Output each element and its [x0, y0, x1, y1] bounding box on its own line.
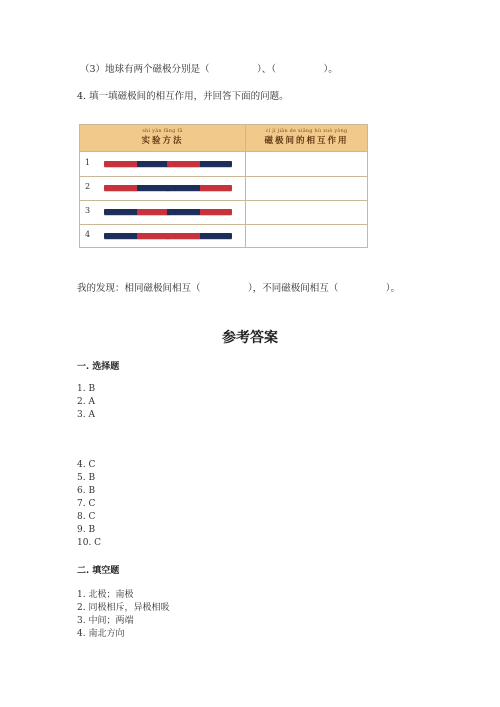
answers-title: 参考答案: [222, 330, 278, 346]
answer-item: 3. 中间；两端: [77, 616, 134, 626]
section-choice-title: 一. 选择题: [77, 362, 120, 372]
interaction-answer-cell[interactable]: [246, 224, 367, 248]
row-number: 3: [85, 206, 91, 215]
answer-item: 10. C: [77, 538, 102, 548]
magnet-pole-right: [137, 185, 170, 191]
left-magnet: [104, 209, 169, 215]
section-fill-title: 二. 填空题: [77, 566, 120, 576]
magnet-pole-right: [137, 209, 170, 215]
magnet-pole-right: [137, 233, 170, 239]
magnet-pole-right: [200, 161, 233, 167]
left-magnet: [104, 161, 169, 167]
question-4-text: 4. 填一填磁极间的相互作用，并回答下面的问题。: [77, 91, 289, 102]
right-magnet: [167, 185, 232, 191]
header-experiment-method: [80, 125, 246, 151]
left-magnet: [104, 233, 169, 239]
answer-item: 1. 北极；南极: [77, 590, 134, 600]
answer-item: 9. B: [77, 525, 96, 535]
answer-item: 4. C: [77, 460, 96, 470]
interaction-answer-cell[interactable]: [246, 152, 367, 176]
header-interaction-label: 磁极间的相互作用: [264, 136, 349, 146]
finding-text: 我的发现：相同磁极间相互（ ），不同磁极间相互（ ）。: [77, 283, 401, 294]
table-row: [80, 152, 367, 177]
answer-item: 3. A: [77, 410, 95, 420]
answer-item: 1. B: [77, 384, 96, 394]
answer-item: 7. C: [77, 499, 96, 509]
magnet-pole-left: [167, 161, 200, 167]
row-number: 4: [85, 230, 91, 239]
magnet-pole-right: [137, 161, 170, 167]
right-magnet: [167, 233, 232, 239]
magnet-pole-left: [104, 233, 137, 239]
header-magnetic-interaction: [246, 125, 367, 151]
header-interaction-pinyin: cí jí jiān de xiāng hù zuò yòng: [265, 129, 348, 134]
method-cell: [80, 200, 246, 224]
method-cell: [80, 224, 246, 248]
header-method-pinyin: shí yàn fāng fǎ: [142, 129, 183, 134]
table-row: [80, 224, 367, 248]
row-number: 1: [85, 158, 91, 167]
magnet-pole-left: [167, 185, 200, 191]
interaction-answer-cell[interactable]: [246, 200, 367, 224]
left-magnet: [104, 185, 169, 191]
magnet-pole-left: [104, 185, 137, 191]
table-header: [80, 125, 367, 152]
header-method-label: 实验方法: [141, 136, 184, 146]
method-cell: [80, 176, 246, 200]
magnet-pole-left: [167, 209, 200, 215]
answer-item: 2. A: [77, 397, 95, 407]
answer-item: 5. B: [77, 473, 96, 483]
magnet-pole-right: [200, 209, 233, 215]
table-row: [80, 200, 367, 225]
method-cell: [80, 152, 246, 176]
magnet-pole-right: [200, 185, 233, 191]
right-magnet: [167, 161, 232, 167]
question-3-text: （3）地球有两个磁极分别是（ ）、（ ）。: [80, 64, 338, 75]
answer-item: 4. 南北方向: [77, 629, 125, 639]
table-row: [80, 176, 367, 201]
answer-item: 2. 同极相斥，异极相吸: [77, 603, 170, 613]
answer-item: 8. C: [77, 512, 96, 522]
answer-item: 6. B: [77, 486, 96, 496]
row-number: 2: [85, 182, 91, 191]
magnet-pole-left: [104, 209, 137, 215]
right-magnet: [167, 209, 232, 215]
magnet-pole-left: [167, 233, 200, 239]
magnet-pole-left: [104, 161, 137, 167]
experiment-table: [79, 124, 368, 248]
magnet-pole-right: [200, 233, 233, 239]
interaction-answer-cell[interactable]: [246, 176, 367, 200]
